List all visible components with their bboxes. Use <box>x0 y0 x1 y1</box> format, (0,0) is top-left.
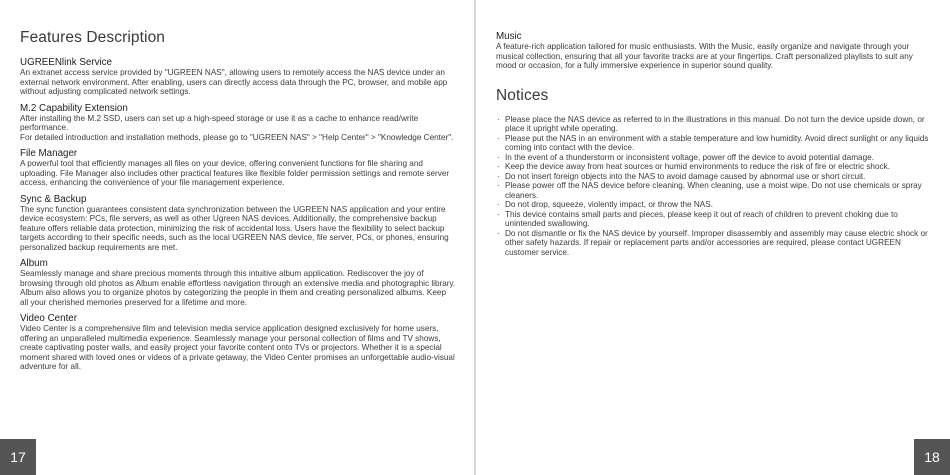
page-number-right: 18 <box>914 439 950 475</box>
page-number-left: 17 <box>0 439 36 475</box>
section-music <box>496 31 932 71</box>
section-heading: File Manager <box>20 148 78 159</box>
section-heading: Video Center <box>20 313 78 324</box>
notice-item: · Please power off the NAS device before cleaning. When cleaning, use a moist wipe. Do not use chemicals or spray cleaners. <box>496 181 932 200</box>
section-body: A feature-rich application tailored for music enthusiasts. With the Music, easily organize and navigate through your musical collection, ensuring that all your favorite tracks are at your fingertips. Craft personalized playlists to suit any mood or occasion, for a fully immersive experience in superior sound quality. <box>496 42 913 70</box>
section-ugreenlink <box>20 57 456 97</box>
section-body: Video Center is a comprehensive film and television media service application designed exclusively for home users, offering an unparalleled multimedia experience. Seamlessly manage your personal collection of films and TV shows, create captivating poster walls, and easily project your favorite content onto TVs or projectors. Whether it is a special moment shared with loved ones or videos of a private getaway, the Video Center promises an unforgettable audio-visual adventure for all. <box>20 324 455 371</box>
notice-item: · This device contains small parts and pieces, please keep it out of reach of children to prevent choking due to unintended swallowing. <box>496 210 932 229</box>
notice-item: · Please place the NAS device as referred to in the illustrations in this manual. Do not turn the device upside down, or place it upright while operating. <box>496 115 932 134</box>
notice-item: · Do not drop, squeeze, violently impact, or throw the NAS. <box>496 200 932 210</box>
section-sync-backup <box>20 194 456 253</box>
section-body: After installing the M.2 SSD, users can set up a high-speed storage or use it as a cache to enhance read/write performance. <box>20 113 419 132</box>
notices-title: Notices <box>496 86 549 104</box>
section-album <box>20 258 456 307</box>
features-title: Features Description <box>20 29 166 46</box>
section-heading: Music <box>496 31 522 42</box>
notice-item: · Do not dismantle or fix the NAS device by yourself. Improper disassembly and assembly may cause electric shock or other safety hazards. If repair or replacement parts and/or accessories are required, please contact UGREEN customer service. <box>496 229 932 258</box>
section-body-extra: For detailed introduction and installation methods, please go to "UGREEN NAS" > "Help Center" > "Knowledge Center". <box>20 132 454 142</box>
left-page-content <box>20 29 456 378</box>
section-body: Seamlessly manage and share precious moments through this intuitive album application. Rediscover the joy of browsing through old photos as Album enable effortless navigation through an extensive media and photographic library. Album also allows you to organize photos by categorizing the people in them and creating personalized albums. Keep all your cherished memories preserved for a lifetime and more. <box>20 269 456 307</box>
notice-item: · Keep the device away from heat sources or humid environments to reduce the risk of fire or electric shock. <box>496 162 932 172</box>
section-heading: Album <box>20 258 48 269</box>
right-page <box>476 0 950 475</box>
section-video-center <box>20 313 456 372</box>
section-body: An extranet access service provided by "UGREEN NAS", allowing users to remotely access the NAS device under an external network environment. After enabling, users can directly access data through the PC, browser, and mobile app without adjusting complicated network settings. <box>20 68 448 96</box>
section-body: A powerful tool that efficiently manages all files on your device, offering convenient functions for file sharing and uploading. File Manager also includes other practical features like flexible folder permission settings and remote server access, enhancing the convenience of your file management experience. <box>20 159 450 187</box>
notices-list <box>496 115 932 258</box>
notice-item: · In the event of a thunderstorm or inconsistent voltage, power off the device to avoid potential damage. <box>496 153 932 163</box>
section-heading: UGREENlink Service <box>20 57 113 68</box>
section-body: The sync function guarantees consistent data synchronization between the UGREEN NAS application and your entire device ecosystem: PCs, file servers, as well as other Ugreen NAS devices. Additionally, the comprehensive backup feature offers reliable data protection, minimizing the risk of accidental loss. Users have the flexibility to select backup targets according to their specific needs, such as the local UGREEN NAS device, file server, PCs, or phones, ensuring personalized backup requirements are met. <box>20 204 449 252</box>
section-heading: Sync & Backup <box>20 193 87 205</box>
notice-item: · Do not insert foreign objects into the NAS to avoid damage caused by abnormal use or short circuit. <box>496 172 932 182</box>
notice-item: · Please put the NAS in an environment with a stable temperature and low humidity. Avoid direct sunlight or any liquids coming into contact with the device. <box>496 134 932 153</box>
right-page-content <box>496 31 932 257</box>
left-page <box>0 0 474 475</box>
section-heading: M.2 Capability Extension <box>20 102 128 114</box>
section-file-manager <box>20 148 456 188</box>
section-m2 <box>20 103 456 143</box>
